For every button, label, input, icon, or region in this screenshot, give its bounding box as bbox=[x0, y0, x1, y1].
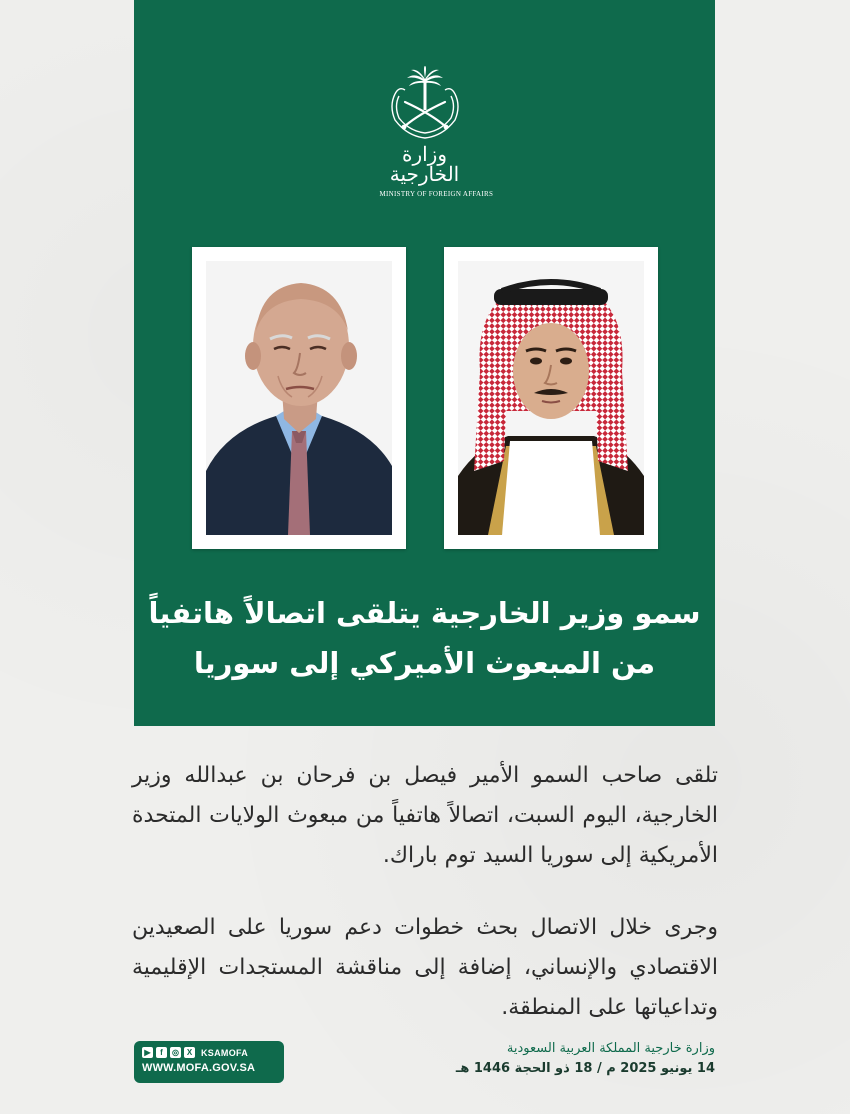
paragraph-2: وجرى خلال الاتصال بحث خطوات دعم سوريا على الصعيدين الاقتصادي والإنساني، إضافة إلى مناقشة المستجدات الإقليمية وتداعياتها على المنطقة. bbox=[132, 915, 718, 1020]
social-badge bbox=[134, 1041, 284, 1083]
footer-info bbox=[415, 1040, 715, 1080]
portrait-man-red-shemagh-icon bbox=[458, 261, 644, 535]
instagram-icon[interactable]: ◎ bbox=[170, 1047, 181, 1058]
social-handle[interactable]: KSAMOFA bbox=[201, 1047, 249, 1058]
palm-swords-emblem-icon bbox=[385, 66, 465, 140]
portrait-elderly-man-suit-icon bbox=[206, 261, 392, 535]
photo-frame-left bbox=[192, 247, 406, 549]
social-links-row bbox=[142, 1047, 276, 1058]
ministry-name-arabic: وزارة الخارجية bbox=[389, 142, 460, 186]
photo-frame-right bbox=[444, 247, 658, 549]
ministry-logo bbox=[379, 66, 494, 198]
youtube-icon[interactable]: ▶ bbox=[142, 1047, 153, 1058]
paragraph-1: تلقى صاحب السمو الأمير فيصل بن فرحان بن عبدالله وزير الخارجية، اليوم السبت، اتصالاً هاتفياً من مبعوث الولايات المتحدة الأمريكية إلى سوريا السيد توم باراك. bbox=[132, 763, 718, 868]
headline-line-1: سمو وزير الخارجية يتلقى اتصالاً هاتفياً bbox=[148, 596, 701, 630]
x-icon[interactable]: X bbox=[184, 1047, 195, 1058]
headline bbox=[134, 588, 715, 688]
headline-line-2: من المبعوث الأميركي إلى سوريا bbox=[193, 646, 656, 680]
ministry-name-english: MINISTRY OF FOREIGN AFFAIRS bbox=[379, 190, 494, 198]
facebook-icon[interactable]: f bbox=[156, 1047, 167, 1058]
website-link[interactable]: WWW.MOFA.GOV.SA bbox=[142, 1062, 256, 1074]
footer-org-name: وزارة خارجية المملكة العربية السعودية bbox=[506, 1041, 715, 1056]
article-body bbox=[132, 756, 718, 1028]
footer-date: 14 يونيو 2025 م / 18 ذو الحجة 1446 هـ bbox=[455, 1061, 715, 1076]
